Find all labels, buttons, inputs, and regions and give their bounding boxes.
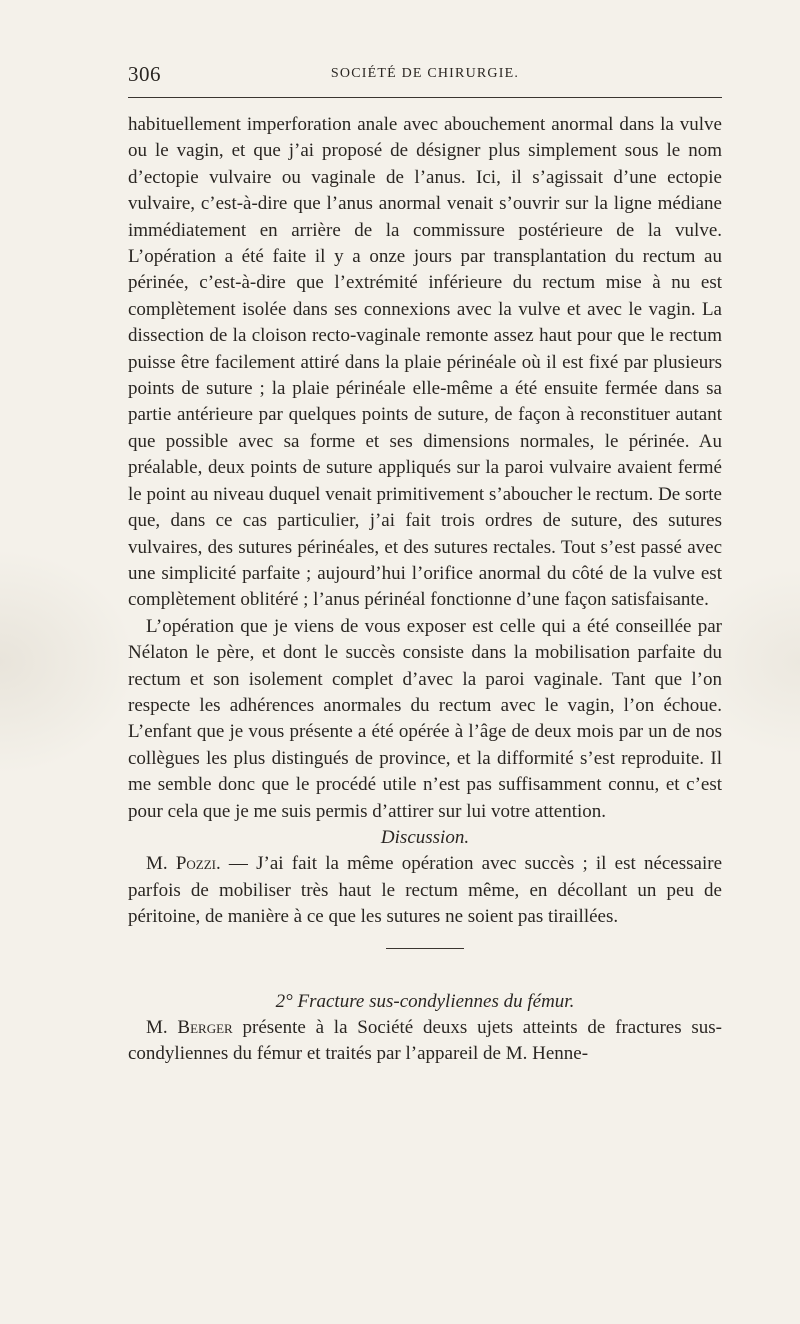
page-number: 306: [128, 62, 161, 86]
paragraph-1: habituellement imperforation anale avec abouchement anormal dans la vulve ou le vagin, et que j’ai proposé de désigner plus simplement sous le nom d’ectopie vulvaire ou vaginale de l’anus. Ici, il s’agissait d’une ectopie vulvaire, c’est-à-dire que l’anus anormal venait s’ouvrir sur la ligne médiane immédiatement en arrière de la commissure postérieure de la vulve. L’opération a été faite il y a onze jours par transplantation du rectum au périnée, c’est-à-dire que l’extrémité inférieure du rectum mise à nu est complètement isolée dans ses connexions avec la vulve et avec le vagin. La dissection de la cloison recto-vaginale remonte assez haut pour que le rectum puisse être facilement attiré dans la plaie périnéale où il est fixé par plusieurs points de suture ; la plaie périnéale elle-même a été ensuite fermée dans sa partie antérieure par quelques points de suture, de façon à reconstituer autant que possible avec sa forme et ses dimensions normales, le périnée. Au préalable, deux points de suture appliqués sur la paroi vulvaire avaient fermé le point au niveau duquel venait primitivement s’aboucher le rectum. De sorte que, dans ce cas particulier, j’ai fait trois ordres de suture, des sutures vulvaires, des sutures périnéales, et des sutures rectales. Tout s’est passé avec une simplicité parfaite ; aujourd’hui l’orifice anormal du côté de la vulve est complètement oblitéré ; l’anus périnéal fonctionne d’une façon satisfaisante.: [128, 114, 722, 611]
fracture-speaker: M. Berger: [146, 1017, 233, 1038]
fracture-title: 2° Fracture sus-condyliennes du fémur.: [275, 990, 575, 1012]
discussion-paragraph: [128, 851, 722, 930]
discussion-title: Discussion.: [380, 826, 470, 848]
fracture-paragraph: [128, 1015, 722, 1068]
discussion-speaker: M. Pozzi.: [146, 853, 221, 875]
running-title: SOCIÉTÉ DE CHIRURGIE.: [330, 66, 520, 81]
paragraph-2: L’opération que je viens de vous exposer est celle qui a été conseillée par Nélaton le père, et dont le succès consiste dans la mobilisation parfaite du rectum et son isolement complet d’avec la paroi vaginale. Tant que l’on respecte les adhérences anormales du rectum avec le vagin, l’on échoue. L’enfant que je vous présente a été opérée à l’âge de deux mois par un de nos collègues les plus distingués de province, et la difformité s’est reproduite. Il me semble donc que le procédé utile n’est pas suffisamment connu, et c’est pour cela que je me suis permis d’attirer sur lui votre attention.: [128, 615, 722, 822]
header-rule: [128, 97, 722, 98]
page-header: [128, 62, 722, 88]
section-divider: [386, 948, 464, 949]
fracture-text: présente à la Société deuxs ujets atteints de fractures sus-condyliennes du fémur et traités par l’appareil de M. Henne-: [128, 1017, 722, 1065]
discussion-text: — J’ai fait la même opération avec succès ; il est nécessaire parfois de mobiliser très haut le rectum même, en décollant un peu de péritoine, de manière à ce que les sutures ne soient pas tiraillées.: [128, 853, 722, 928]
body-text: [128, 112, 722, 1068]
